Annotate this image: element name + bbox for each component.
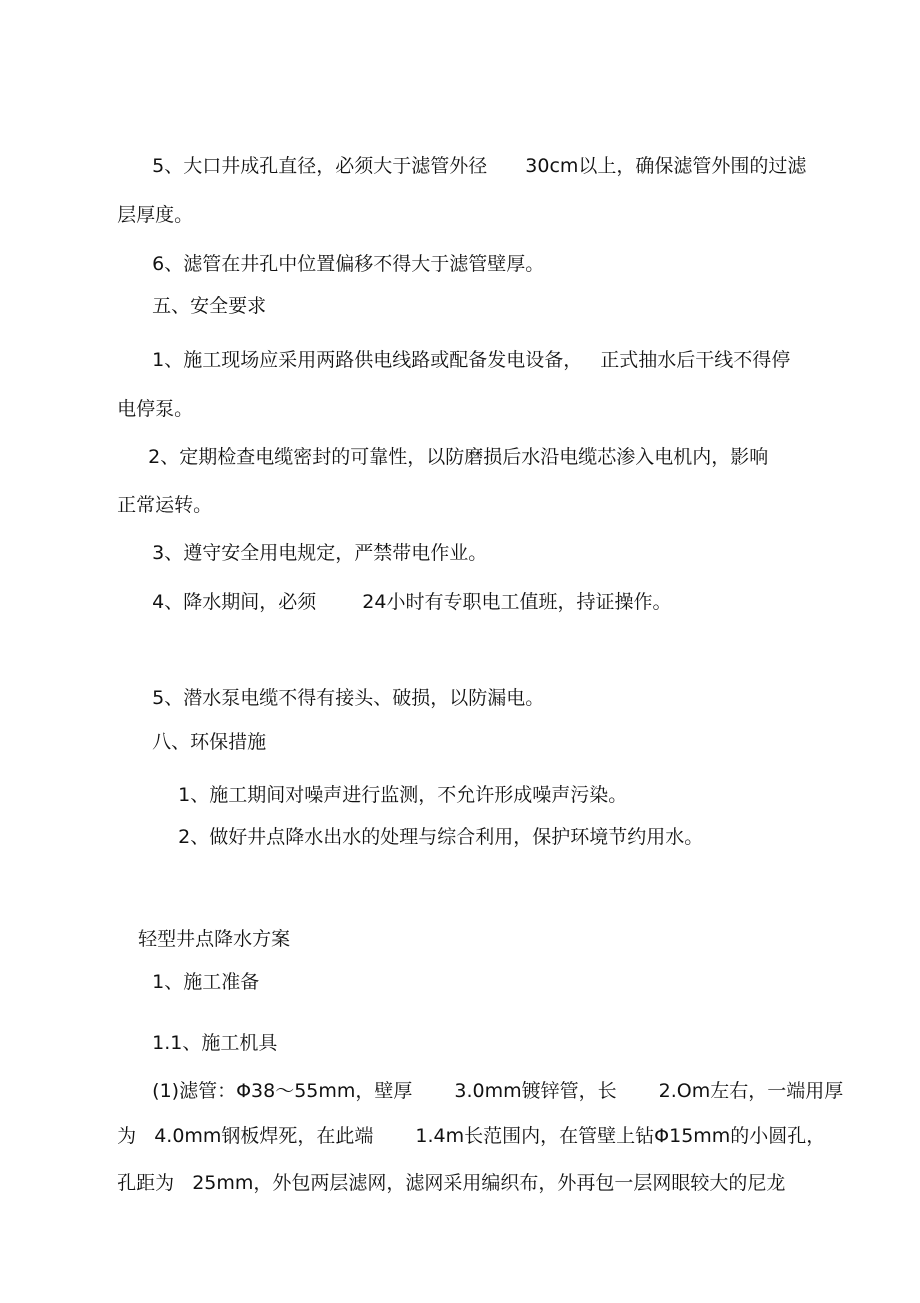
- para-line: [128, 563, 671, 641]
- text-segment: 1.1、施工机具: [152, 1032, 278, 1054]
- text-segment: 24小时有专职电工值班，持证操作。: [362, 591, 672, 613]
- para-line: [124, 418, 768, 496]
- text-segment: 1.4m长范围内，在管壁上钻Φ15mm的小圆孔，: [415, 1125, 826, 1147]
- text-segment: 1、施工准备: [152, 971, 260, 993]
- text-segment: 五、安全要求: [152, 295, 267, 317]
- text-segment: 正常运转。: [117, 494, 213, 516]
- text-segment: 25mm，外包两层滤网，滤网采用编织布，外再包一层网眼较大的尼龙: [192, 1172, 786, 1194]
- text-segment: 电停泵。: [117, 398, 194, 420]
- text-segment: 2、做好井点降水出水的处理与综合利用，保护环境节约用水。: [178, 826, 704, 848]
- text-segment: 1、施工现场应采用两路供电线路或配备发电设备，: [152, 349, 583, 371]
- text-segment: 1、施工期间对噪声进行监测，不允许形成噪声污染。: [178, 784, 628, 806]
- text-segment: 30cm以上，确保滤管外围的过滤: [525, 155, 807, 177]
- text-segment: 八、环保措施: [152, 731, 267, 753]
- text-segment: 4.0mm钢板焊死，在此端: [154, 1125, 374, 1147]
- para-line: [128, 321, 790, 399]
- text-segment: 3.0mm镀锌管，长: [454, 1080, 617, 1102]
- para-line: [128, 127, 806, 205]
- text-segment: (1)滤管：Φ38～55mm，壁厚: [152, 1080, 413, 1102]
- text-segment: 孔距为: [117, 1172, 175, 1194]
- text-segment: 5、大口井成孔直径，必须大于滤管外径: [152, 155, 488, 177]
- text-segment: 层厚度。: [117, 204, 194, 226]
- text-segment: 5、潜水泵电缆不得有接头、破损，以防漏电。: [152, 687, 545, 709]
- text-segment: 正式抽水后干线不得停: [600, 349, 791, 371]
- text-segment: 6、滤管在井孔中位置偏移不得大于滤管壁厚。: [152, 253, 545, 275]
- text-segment: 2、定期检查电缆密封的可靠性，以防磨损后水沿电缆芯渗入电机内，影响: [148, 446, 769, 468]
- para-line: [93, 1144, 785, 1222]
- para-line: [154, 798, 703, 876]
- text-segment: 3、遵守安全用电规定，严禁带电作业。: [152, 542, 488, 564]
- text-segment: 轻型井点降水方案: [138, 928, 291, 950]
- text-segment: 为: [117, 1125, 137, 1147]
- text-segment: 4、降水期间，必须: [152, 591, 317, 613]
- text-segment: 2.Om左右，一端用厚: [658, 1080, 844, 1102]
